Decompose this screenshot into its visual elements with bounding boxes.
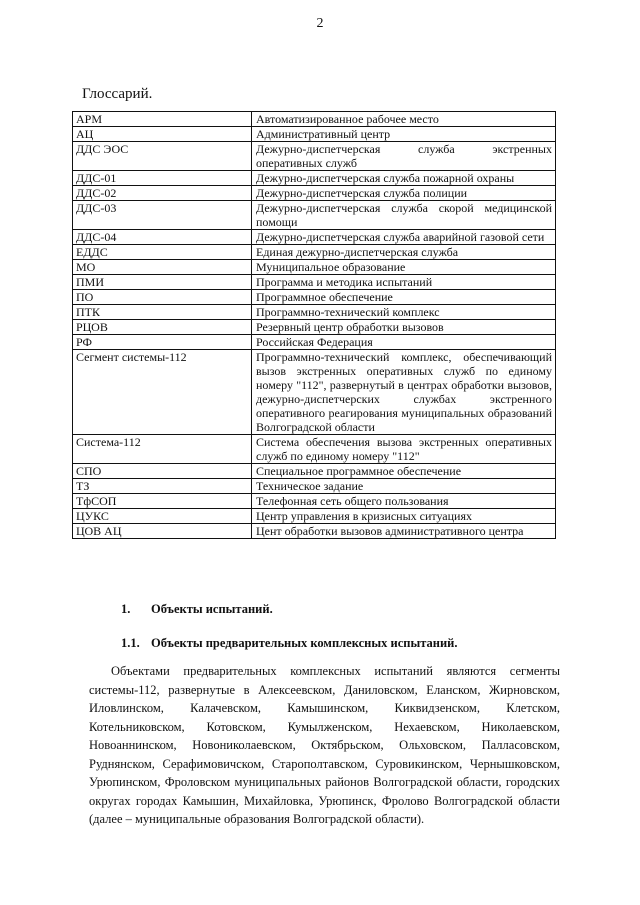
table-row bbox=[73, 320, 556, 335]
glossary-term: ПТК bbox=[73, 305, 252, 320]
glossary-term: Сегмент системы-112 bbox=[73, 350, 252, 435]
glossary-term: ДДС-03 bbox=[73, 201, 252, 230]
table-row bbox=[73, 350, 556, 435]
section-heading-1 bbox=[121, 602, 273, 617]
glossary-term: ПМИ bbox=[73, 275, 252, 290]
section-title: Объекты предварительных комплексных испытаний. bbox=[151, 636, 458, 650]
glossary-definition: Дежурно-диспетчерская служба полиции bbox=[252, 186, 556, 201]
glossary-definition: Резервный центр обработки вызовов bbox=[252, 320, 556, 335]
glossary-term: ТЗ bbox=[73, 479, 252, 494]
glossary-term: ДДС ЭОС bbox=[73, 142, 252, 171]
glossary-definition: Программно-технический комплекс, обеспечивающий вызов экстренных оперативных служб по единому номеру "112", развернутый в центрах обработки вызовов, дежурно-диспетчерских службах экстренного оперативного реагирования муниципальных образований Волгоградской области bbox=[252, 350, 556, 435]
glossary-table bbox=[72, 111, 556, 539]
table-row bbox=[73, 479, 556, 494]
section-heading-1-1 bbox=[121, 636, 457, 651]
glossary-definition: Программное обеспечение bbox=[252, 290, 556, 305]
glossary-definition: Дежурно-диспетчерская служба аварийной газовой сети bbox=[252, 230, 556, 245]
table-row bbox=[73, 171, 556, 186]
table-row bbox=[73, 275, 556, 290]
glossary-definition: Автоматизированное рабочее место bbox=[252, 112, 556, 127]
table-row bbox=[73, 186, 556, 201]
glossary-term: МО bbox=[73, 260, 252, 275]
glossary-definition: Цент обработки вызовов административного центра bbox=[252, 524, 556, 539]
section-title: Объекты испытаний. bbox=[151, 602, 273, 616]
glossary-term: Система-112 bbox=[73, 435, 252, 464]
glossary-term: ЦУКС bbox=[73, 509, 252, 524]
glossary-definition: Система обеспечения вызова экстренных оперативных служб по единому номеру "112" bbox=[252, 435, 556, 464]
section-number: 1.1. bbox=[121, 636, 140, 650]
table-row bbox=[73, 509, 556, 524]
glossary-term: ПО bbox=[73, 290, 252, 305]
glossary-term: РФ bbox=[73, 335, 252, 350]
glossary-term: СПО bbox=[73, 464, 252, 479]
glossary-term: ЕДДС bbox=[73, 245, 252, 260]
glossary-term: РЦОВ bbox=[73, 320, 252, 335]
glossary-term: ЦОВ АЦ bbox=[73, 524, 252, 539]
glossary-definition: Российская Федерация bbox=[252, 335, 556, 350]
glossary-definition: Телефонная сеть общего пользования bbox=[252, 494, 556, 509]
glossary-term: ДДС-02 bbox=[73, 186, 252, 201]
table-row bbox=[73, 290, 556, 305]
table-row bbox=[73, 127, 556, 142]
glossary-definition: Техническое задание bbox=[252, 479, 556, 494]
table-row bbox=[73, 524, 556, 539]
table-row bbox=[73, 494, 556, 509]
table-row bbox=[73, 142, 556, 171]
glossary-definition: Дежурно-диспетчерская служба экстренных оперативных служб bbox=[252, 142, 556, 171]
table-row bbox=[73, 245, 556, 260]
glossary-definition: Программа и методика испытаний bbox=[252, 275, 556, 290]
glossary-term: ТфСОП bbox=[73, 494, 252, 509]
table-row bbox=[73, 464, 556, 479]
glossary-definition: Специальное программное обеспечение bbox=[252, 464, 556, 479]
glossary-title: Глоссарий. bbox=[82, 86, 153, 102]
glossary-definition: Дежурно-диспетчерская служба пожарной охраны bbox=[252, 171, 556, 186]
table-row bbox=[73, 335, 556, 350]
section-number: 1. bbox=[121, 602, 131, 616]
table-row bbox=[73, 305, 556, 320]
table-row bbox=[73, 260, 556, 275]
glossary-term: АЦ bbox=[73, 127, 252, 142]
glossary-definition: Муниципальное образование bbox=[252, 260, 556, 275]
table-row bbox=[73, 201, 556, 230]
glossary-table-body bbox=[73, 112, 556, 539]
glossary-definition: Центр управления в кризисных ситуациях bbox=[252, 509, 556, 524]
glossary-term: ДДС-04 bbox=[73, 230, 252, 245]
glossary-term: ДДС-01 bbox=[73, 171, 252, 186]
glossary-definition: Единая дежурно-диспетчерская служба bbox=[252, 245, 556, 260]
table-row bbox=[73, 112, 556, 127]
glossary-definition: Административный центр bbox=[252, 127, 556, 142]
table-row bbox=[73, 230, 556, 245]
table-row bbox=[73, 435, 556, 464]
page-number: 2 bbox=[316, 16, 324, 31]
body-paragraph: Объектами предварительных комплексных испытаний являются сегменты системы-112, развернутые в Алексеевском, Даниловском, Еланском, Жирновском, Иловлинском, Калачевском, Камышинском, Киквидзенском, Клетском, Котельниковском, Котовском, Кумылженском, Нехаевском, Николаевском, Новоаннинском, Новониколаевском, Октябрьском, Ольховском, Палласовском, Руднянском, Серафимовичском, Старополтавском, Суровикинском, Чернышковском, Урюпинском, Фроловском муниципальных районов Волгоградской области, городских округах городах Камышин, Михайловка, Урюпинск, Фролово Волгоградской области (далее – муниципальные образования Волгоградской области). bbox=[89, 664, 560, 826]
glossary-definition: Дежурно-диспетчерская служба скорой медицинской помощи bbox=[252, 201, 556, 230]
glossary-definition: Программно-технический комплекс bbox=[252, 305, 556, 320]
glossary-term: АРМ bbox=[73, 112, 252, 127]
